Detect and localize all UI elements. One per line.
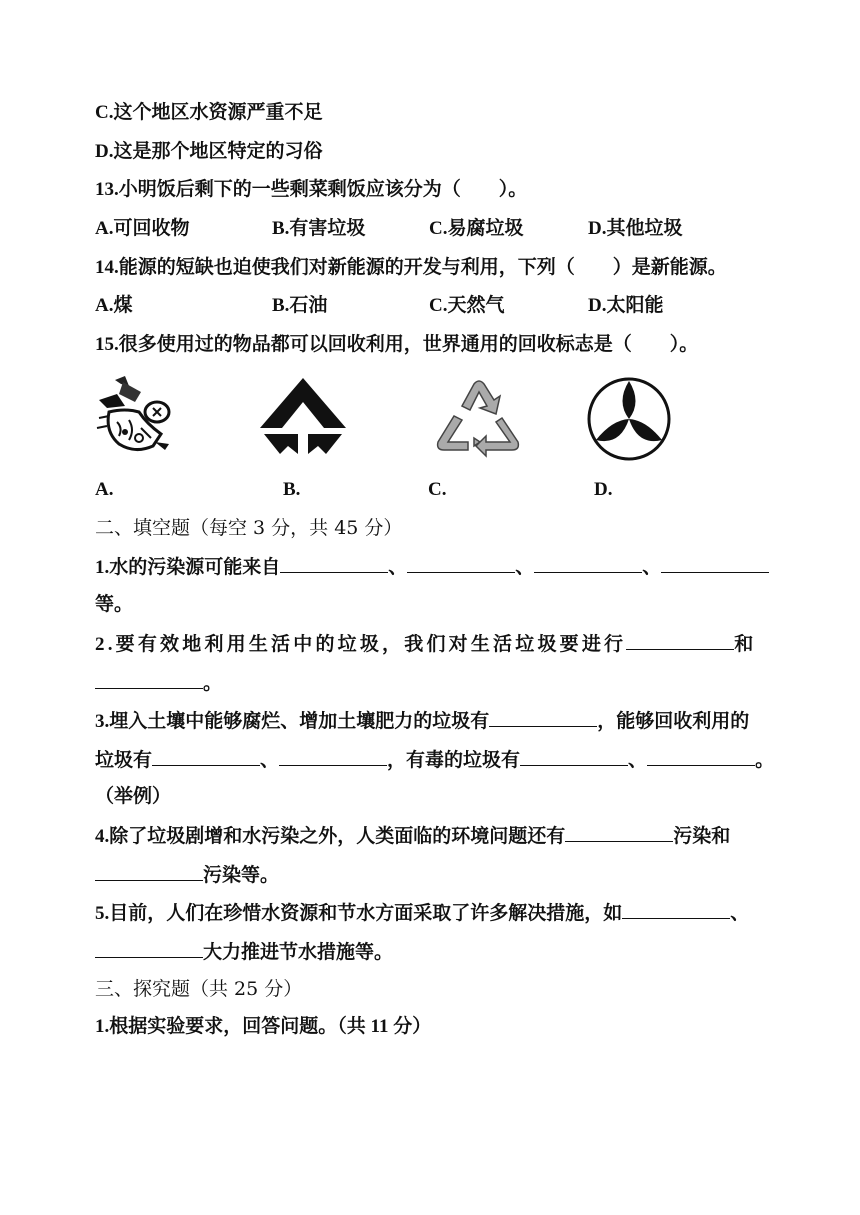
fill-q3-text-c: 垃圾有 [95,750,153,771]
fill-q3-blank-1[interactable] [489,708,597,727]
fill-q4-line2 [95,862,279,888]
fill-q1-end: 等。 [95,594,134,615]
arrows-triangle-icon [258,376,348,456]
q14-option-a: A.煤 [95,295,133,316]
fill-q3-text-d: ，有毒的垃圾有 [387,750,521,771]
fill-q3-blank-5[interactable] [647,747,755,766]
fill-q5-blank-2[interactable] [95,939,203,958]
fill-q4-text: 4.除了垃圾剧增和水污染之外，人类面临的环境问题还有 [95,826,566,847]
q15-label-a: A. [95,479,114,500]
inquiry-q1: 1.根据实验要求，回答问题。（共 11 分） [95,1016,432,1037]
trash-figure-icon [95,372,187,456]
fill-q3-note: （举例） [95,786,172,807]
fill-q2-blank-2[interactable] [95,670,203,689]
fill-q2-end: 。 [203,673,223,694]
separator: 、 [628,750,648,771]
separator: 、 [260,750,280,771]
q15-stem: 15.很多使用过的物品都可以回收利用，世界通用的回收标志是（ ）。 [95,334,699,355]
fill-q4 [95,823,730,849]
q14-option-b: B.石油 [272,295,328,316]
q13-option-c: C.易腐垃圾 [429,218,524,239]
fill-q3-text-b: ，能够回收利用的 [597,711,750,732]
fill-q2-blank-1[interactable] [626,631,734,650]
fill-q1-blank-4[interactable] [661,554,769,573]
fill-q4-blank-2[interactable] [95,862,203,881]
fill-q3-end: 。 [755,750,775,771]
fill-q3 [95,708,749,734]
fill-q3-blank-3[interactable] [279,747,387,766]
fill-q4-text-c: 污染等。 [203,865,280,886]
fill-q3-text: 3.埋入土壤中能够腐烂、增加土壤肥力的垃圾有 [95,711,490,732]
fill-q1-blank-3[interactable] [534,554,642,573]
fill-q5 [95,900,749,926]
fill-q5-line2 [95,939,393,965]
separator: 、 [388,557,408,578]
fill-q1-text: 1.水的污染源可能来自 [95,557,281,578]
section2-title: 二、填空题（每空 3 分，共 45 分） [95,517,403,539]
fill-q1-blank-1[interactable] [280,554,388,573]
fill-q1 [95,554,769,580]
section3-title: 三、探究题（共 25 分） [95,978,303,1000]
separator: 、 [730,903,750,924]
separator: 、 [642,557,662,578]
fill-q5-blank-1[interactable] [622,900,730,919]
fill-q4-text-b: 污染和 [673,826,731,847]
q12-option-d: D.这是那个地区特定的习俗 [95,141,323,162]
q14-option-d: D.太阳能 [588,295,664,316]
q15-label-c: C. [428,479,447,500]
three-leaf-circle-icon [586,376,672,462]
fill-q2 [95,631,756,657]
fill-q2-text: 2.要有效地利用生活中的垃圾，我们对生活垃圾要进行 [95,634,627,655]
fill-q2-line2 [95,670,222,696]
fill-q5-text-b: 大力推进节水措施等。 [203,942,394,963]
q12-option-c: C.这个地区水资源严重不足 [95,102,323,123]
fill-q3-blank-2[interactable] [152,747,260,766]
separator: 、 [515,557,535,578]
fill-q2-and: 和 [734,634,757,655]
fill-q1-blank-2[interactable] [407,554,515,573]
q13-option-b: B.有害垃圾 [272,218,366,239]
fill-q5-text: 5.目前，人们在珍惜水资源和节水方面采取了许多解决措施，如 [95,903,623,924]
q15-label-b: B. [283,479,301,500]
recycle-icon [432,376,526,458]
fill-q4-blank-1[interactable] [565,823,673,842]
q13-option-d: D.其他垃圾 [588,218,683,239]
q14-stem: 14.能源的短缺也迫使我们对新能源的开发与利用，下列（ ）是新能源。 [95,257,727,278]
q13-option-a: A.可回收物 [95,218,190,239]
fill-q3-blank-4[interactable] [520,747,628,766]
q14-option-c: C.天然气 [429,295,505,316]
q13-stem: 13.小明饭后剩下的一些剩菜剩饭应该分为（ ）。 [95,179,528,200]
q15-label-d: D. [594,479,613,500]
fill-q3-line2 [95,747,774,773]
